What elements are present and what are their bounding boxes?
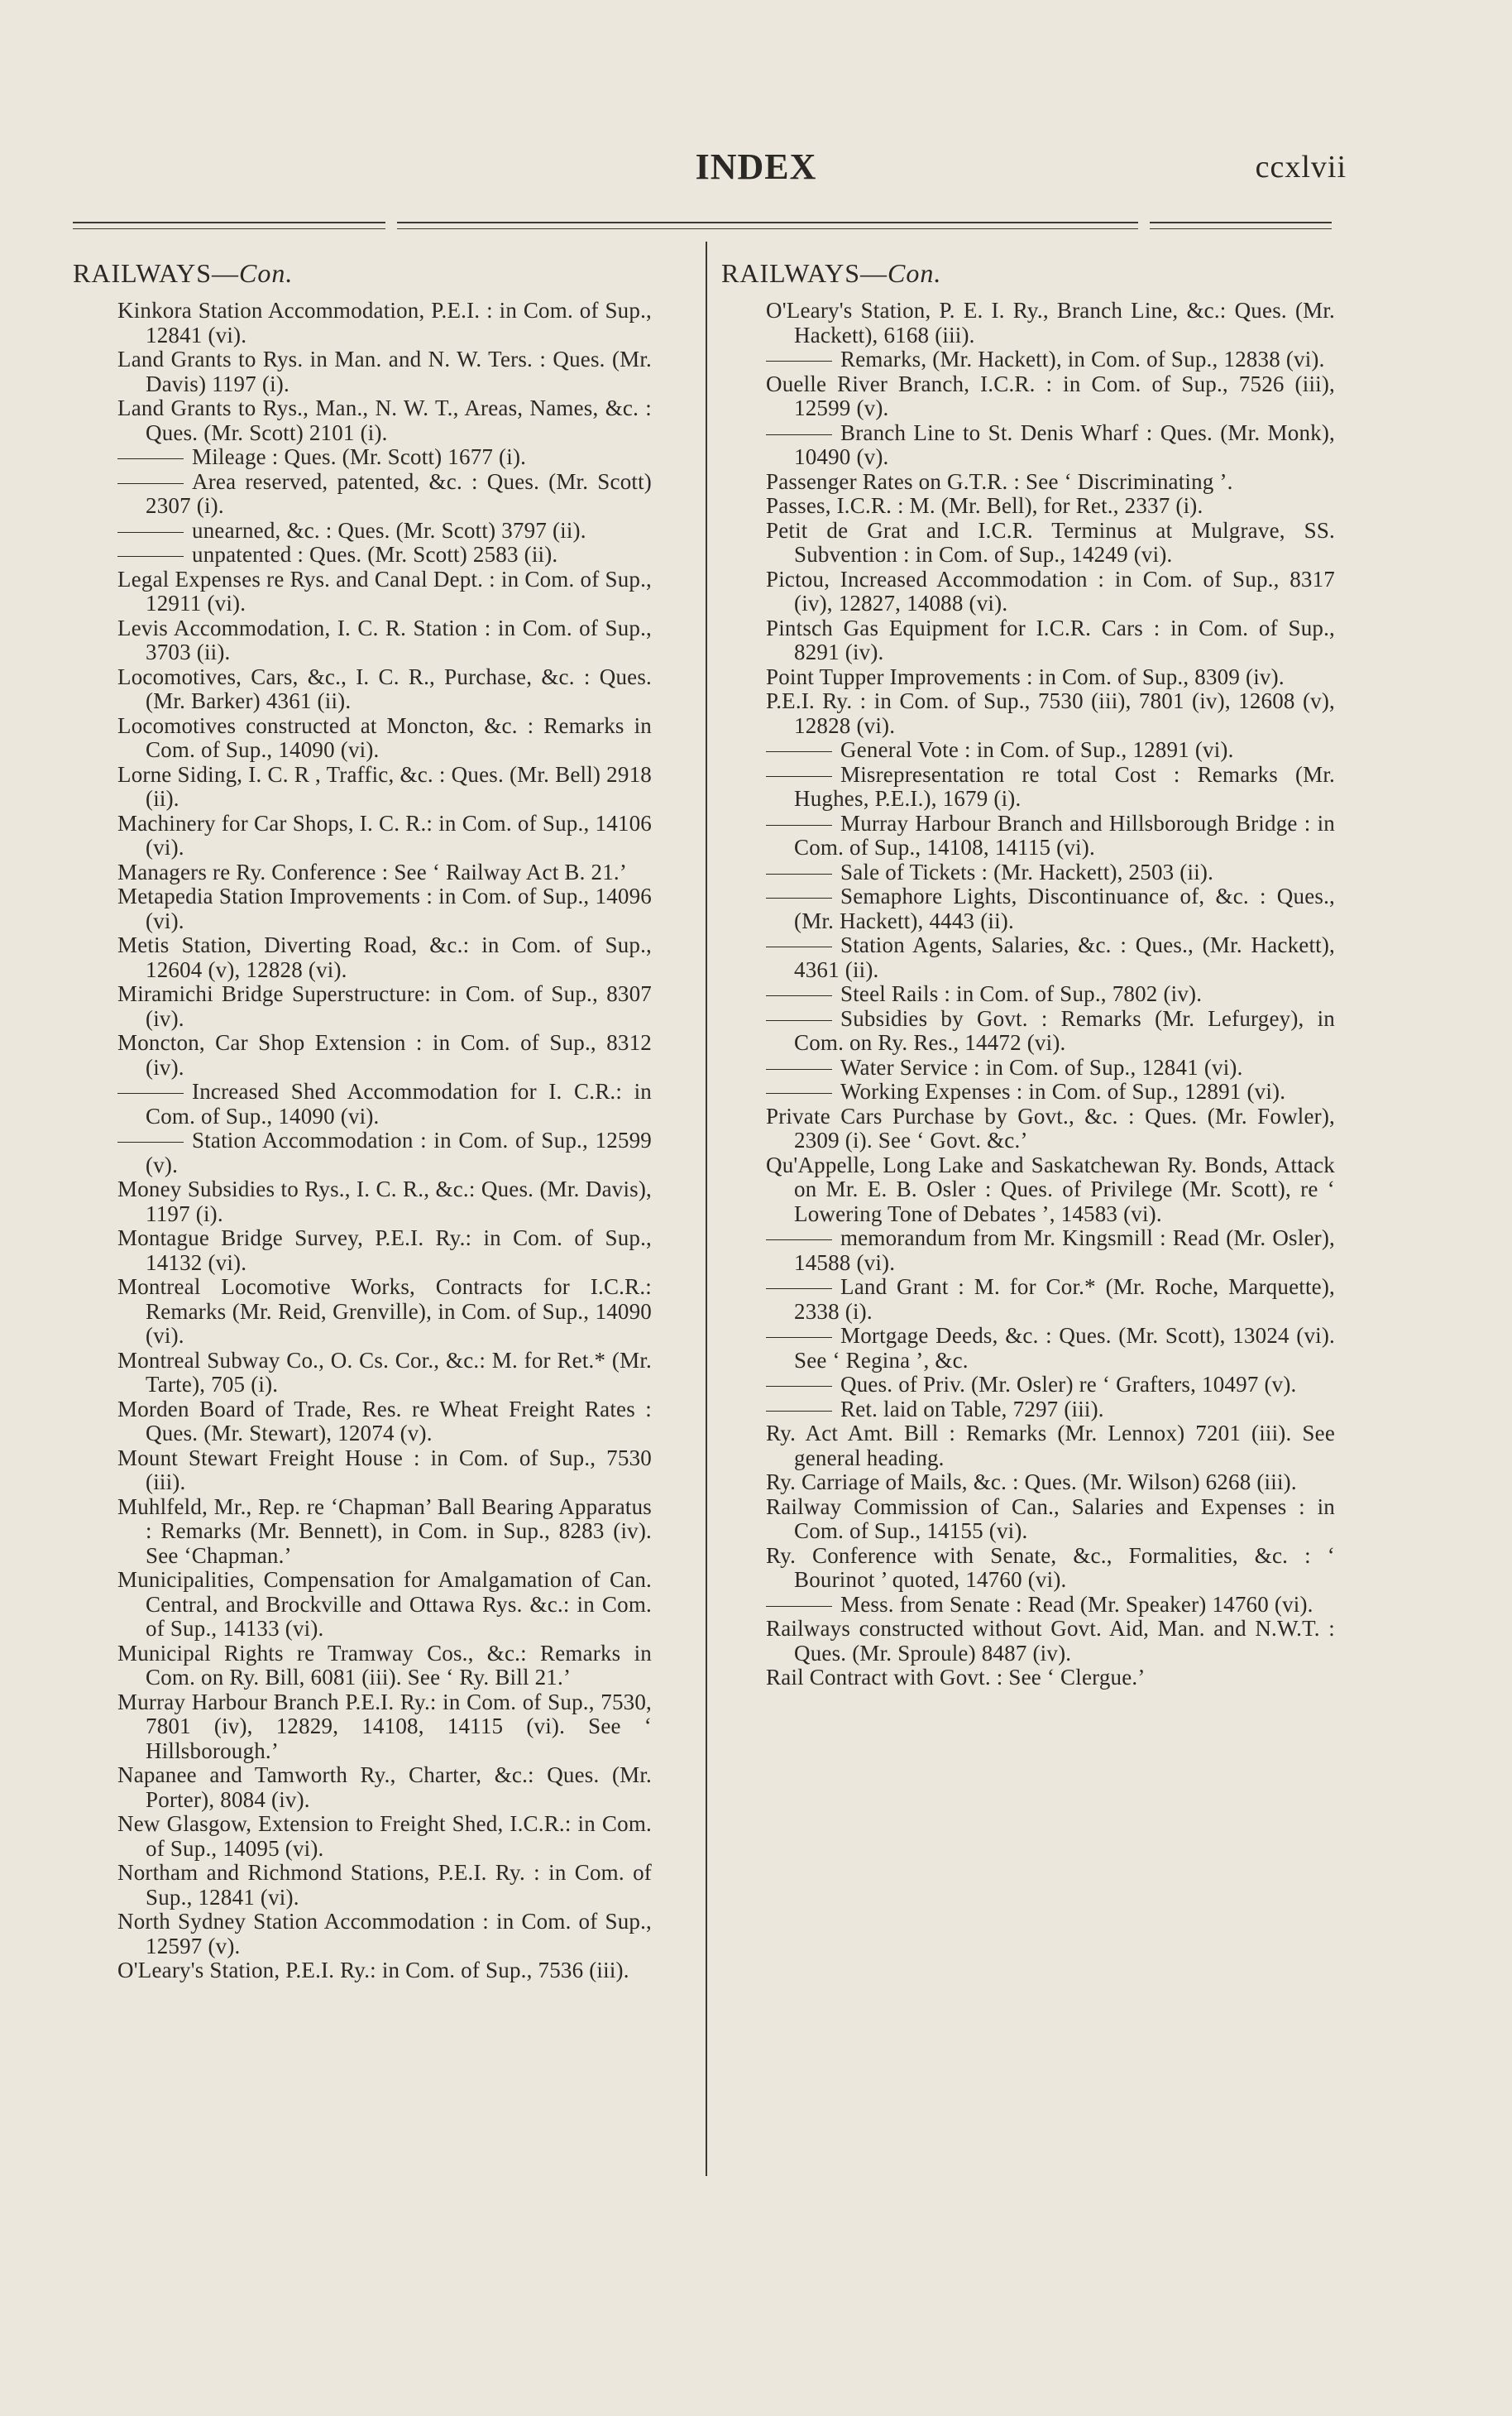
index-entry: [766, 1544, 1335, 1593]
index-entry: [766, 1666, 1335, 1690]
entry-text: Montreal Subway Co., O. Cs. Cor., &c.: M. for Ret.* (Mr. Tarte), 705 (i).: [117, 1347, 652, 1397]
page-title: INDEX: [695, 146, 817, 187]
entry-text: Montague Bridge Survey, P.E.I. Ry.: in Com. of Sup., 14132 (vi).: [117, 1225, 652, 1275]
index-entry: [117, 568, 652, 616]
index-entries: [721, 299, 1335, 1690]
entry-text: Municipalities, Compensation for Amalgamation of Can. Central, and Brockville and Ottawa Rys. &c.: in Com. of Sup., 14133 (vi).: [117, 1567, 652, 1641]
header-rule: [1150, 222, 1332, 223]
index-entry: [117, 1763, 652, 1812]
index-entry: [117, 616, 652, 665]
right-column: [721, 258, 1335, 1690]
index-entry: [117, 1226, 652, 1275]
index-entry: [117, 1812, 652, 1861]
heading-continued: Con.: [239, 258, 294, 288]
ditto-dash: [766, 995, 832, 996]
entry-text: Passenger Rates on G.T.R. : See ‘ Discriminating ’.: [766, 468, 1233, 494]
entry-text: Metis Station, Diverting Road, &c.: in Com. of Sup., 12604 (v), 12828 (vi).: [117, 932, 652, 982]
entry-text: Metapedia Station Improvements : in Com. of Sup., 14096 (vi).: [117, 884, 652, 933]
ditto-dash: [766, 1069, 832, 1070]
index-entry: [117, 714, 652, 763]
ditto-dash: [766, 1093, 832, 1094]
entry-text: Private Cars Purchase by Govt., &c. : Ques. (Mr. Fowler), 2309 (i). See ‘ Govt. &c.’: [766, 1103, 1335, 1153]
entry-text: Branch Line to St. Denis Wharf : Ques. (Mr. Monk), 10490 (v).: [794, 419, 1335, 469]
index-subentry: [766, 1080, 1335, 1105]
entry-text: Petit de Grat and I.C.R. Terminus at Mulgrave, SS. Subvention : in Com. of Sup., 14249 (vi).: [766, 517, 1335, 567]
entry-text: Northam and Richmond Stations, P.E.I. Ry. : in Com. of Sup., 12841 (vi).: [117, 1860, 652, 1910]
ditto-dash: [766, 434, 832, 435]
ditto-dash: [766, 776, 832, 777]
entry-text: Sale of Tickets : (Mr. Hackett), 2503 (ii).: [840, 859, 1214, 884]
index-subentry: [117, 470, 652, 519]
index-entry: [766, 616, 1335, 665]
index-entry: [117, 982, 652, 1031]
entry-text: Ry. Carriage of Mails, &c. : Ques. (Mr. Wilson) 6268 (iii).: [766, 1469, 1297, 1494]
heading-continued: Con.: [888, 258, 942, 288]
index-subentry: [766, 421, 1335, 470]
index-entry: [766, 689, 1335, 738]
index-subentry: [766, 738, 1335, 763]
entry-text: Lorne Siding, I. C. R , Traffic, &c. : Ques. (Mr. Bell) 2918 (ii).: [117, 761, 652, 811]
column-heading: [73, 258, 652, 289]
entry-text: Ouelle River Branch, I.C.R. : in Com. of Sup., 7526 (iii), 12599 (v).: [766, 371, 1335, 420]
index-entry: [766, 1617, 1335, 1666]
index-entry: [117, 1177, 652, 1226]
ditto-dash: [766, 1411, 832, 1412]
ditto-dash: [766, 898, 832, 899]
index-entry: [766, 299, 1335, 348]
index-entry: [117, 1397, 652, 1446]
index-subentry: [117, 1129, 652, 1177]
index-entry: [117, 1642, 652, 1690]
index-entry: [117, 1958, 652, 1983]
index-subentry: [117, 543, 652, 568]
index-entry: [766, 568, 1335, 616]
index-entry: [766, 665, 1335, 690]
header-rule: [397, 222, 1138, 223]
index-entry: [117, 933, 652, 982]
index-entry: [117, 812, 652, 860]
entry-text: Station Accommodation : in Com. of Sup., 12599 (v).: [146, 1128, 652, 1177]
entry-text: Semaphore Lights, Discontinuance of, &c. : Ques., (Mr. Hackett), 4443 (ii).: [794, 884, 1335, 933]
entry-text: Morden Board of Trade, Res. re Wheat Freight Rates : Ques. (Mr. Stewart), 12074 (v).: [117, 1396, 652, 1445]
entry-text: Miramichi Bridge Superstructure: in Com. of Sup., 8307 (iv).: [117, 981, 652, 1031]
entry-text: Managers re Ry. Conference : See ‘ Railway Act B. 21.’: [117, 859, 628, 884]
header-rule: [397, 228, 1138, 229]
ditto-dash: [117, 458, 184, 459]
entry-text: unearned, &c. : Ques. (Mr. Scott) 3797 (ii).: [192, 517, 586, 543]
entry-text: Legal Expenses re Rys. and Canal Dept. : in Com. of Sup., 12911 (vi).: [117, 566, 652, 616]
entry-text: Area reserved, patented, &c. : Ques. (Mr. Scott) 2307 (i).: [146, 468, 652, 518]
index-entry: [766, 494, 1335, 519]
entry-text: New Glasgow, Extension to Freight Shed, I.C.R.: in Com. of Sup., 14095 (vi).: [117, 1811, 652, 1861]
index-entry: [117, 1495, 652, 1569]
index-entry: [117, 763, 652, 812]
index-entry: [117, 860, 652, 885]
ditto-dash: [766, 751, 832, 752]
entry-text: Subsidies by Govt. : Remarks (Mr. Lefurgey), in Com. on Ry. Res., 14472 (vi).: [794, 1005, 1335, 1055]
header-rule: [73, 228, 385, 229]
index-entry: [117, 299, 652, 348]
index-entry: [117, 1031, 652, 1080]
entry-text: Mess. from Senate : Read (Mr. Speaker) 14760 (vi).: [840, 1591, 1313, 1617]
entry-text: General Vote : in Com. of Sup., 12891 (vi).: [840, 737, 1234, 762]
ditto-dash: [766, 874, 832, 875]
index-entries: [73, 299, 652, 1983]
entry-text: Locomotives constructed at Moncton, &c. : Remarks in Com. of Sup., 14090 (vi).: [117, 712, 652, 762]
entry-text: Murray Harbour Branch P.E.I. Ry.: in Com. of Sup., 7530, 7801 (iv), 12829, 14108, 14115 (vi). See ‘ Hillsborough.’: [117, 1689, 652, 1763]
index-subentry: [117, 519, 652, 544]
entry-text: Station Agents, Salaries, &c. : Ques., (Mr. Hackett), 4361 (ii).: [794, 932, 1335, 982]
column-divider: [706, 242, 707, 2176]
ditto-dash: [766, 1606, 832, 1607]
entry-text: Working Expenses : in Com. of Sup., 12891 (vi).: [840, 1079, 1286, 1104]
index-subentry: [766, 1226, 1335, 1275]
index-entry: [766, 1421, 1335, 1470]
entry-text: Remarks, (Mr. Hackett), in Com. of Sup., 12838 (vi).: [840, 347, 1325, 372]
entry-text: P.E.I. Ry. : in Com. of Sup., 7530 (iii), 7801 (iv), 12608 (v), 12828 (vi).: [766, 688, 1335, 738]
index-subentry: [117, 445, 652, 470]
ditto-dash: [766, 361, 832, 362]
ditto-dash: [117, 1142, 184, 1143]
entry-text: Land Grants to Rys. in Man. and N. W. Ters. : Ques. (Mr. Davis) 1197 (i).: [117, 347, 652, 396]
entry-text: unpatented : Ques. (Mr. Scott) 2583 (ii).: [192, 542, 558, 567]
index-subentry: [766, 812, 1335, 860]
entry-text: O'Leary's Station, P.E.I. Ry.: in Com. of Sup., 7536 (iii).: [117, 1958, 629, 1982]
index-entry: [766, 1105, 1335, 1153]
index-subentry: [766, 1275, 1335, 1324]
entry-text: Ques. of Priv. (Mr. Osler) re ‘ Grafters, 10497 (v).: [840, 1372, 1297, 1397]
heading-text: RAILWAYS—: [73, 258, 240, 288]
index-subentry: [766, 1593, 1335, 1618]
index-entry: [117, 1568, 652, 1642]
heading-text: RAILWAYS—: [721, 258, 888, 288]
index-entry: [766, 1153, 1335, 1227]
index-subentry: [766, 1007, 1335, 1056]
index-entry: [117, 348, 652, 396]
column-heading: [721, 258, 1335, 289]
index-subentry: [766, 763, 1335, 812]
index-subentry: [766, 860, 1335, 885]
index-entry: [117, 396, 652, 445]
index-entry: [117, 1349, 652, 1397]
ditto-dash: [766, 825, 832, 826]
entry-text: Muhlfeld, Mr., Rep. re ‘Chapman’ Ball Bearing Apparatus : Remarks (Mr. Bennett), in Com. in Sup., 8283 (iv). See ‘Chapman.’: [117, 1493, 652, 1568]
entry-text: Kinkora Station Accommodation, P.E.I. : in Com. of Sup., 12841 (vi).: [117, 298, 652, 348]
ditto-dash: [766, 1020, 832, 1021]
ditto-dash: [766, 1239, 832, 1240]
entry-text: Montreal Locomotive Works, Contracts for I.C.R.: Remarks (Mr. Reid, Grenville), in Com. of Sup., 14090 (vi).: [117, 1274, 652, 1348]
entry-text: O'Leary's Station, P. E. I. Ry., Branch Line, &c.: Ques. (Mr. Hackett), 6168 (iii).: [766, 298, 1335, 348]
entry-text: Land Grants to Rys., Man., N. W. T., Areas, Names, &c. : Ques. (Mr. Scott) 2101 (i).: [117, 395, 652, 445]
entry-text: Water Service : in Com. of Sup., 12841 (vi).: [840, 1054, 1243, 1080]
entry-text: Money Subsidies to Rys., I. C. R., &c.: Ques. (Mr. Davis), 1197 (i).: [117, 1177, 652, 1226]
entry-text: Pintsch Gas Equipment for I.C.R. Cars : in Com. of Sup., 8291 (iv).: [766, 615, 1335, 664]
entry-text: Ry. Conference with Senate, &c., Formalities, &c. : ‘ Bourinot ’ quoted, 14760 (vi).: [766, 1542, 1335, 1592]
entry-text: Machinery for Car Shops, I. C. R.: in Com. of Sup., 14106 (vi).: [117, 810, 652, 860]
index-subentry: [766, 1056, 1335, 1081]
index-entry: [117, 1275, 652, 1349]
ditto-dash: [117, 532, 184, 533]
entry-text: Ret. laid on Table, 7297 (iii).: [840, 1396, 1104, 1421]
entry-text: Rail Contract with Govt. : See ‘ Clergue.’: [766, 1665, 1146, 1690]
entry-text: Steel Rails : in Com. of Sup., 7802 (iv).: [840, 981, 1203, 1006]
ditto-dash: [766, 1288, 832, 1289]
entry-text: Land Grant : M. for Cor.* (Mr. Roche, Marquette), 2338 (i).: [794, 1274, 1335, 1324]
index-entry: [766, 470, 1335, 495]
index-entry: [117, 884, 652, 933]
index-entry: [117, 1690, 652, 1764]
ditto-dash: [117, 1093, 184, 1094]
entry-text: Point Tupper Improvements : in Com. of Sup., 8309 (iv).: [766, 664, 1285, 689]
entry-text: Locomotives, Cars, &c., I. C. R., Purchase, &c. : Ques. (Mr. Barker) 4361 (ii).: [117, 664, 652, 713]
entry-text: Municipal Rights re Tramway Cos., &c.: Remarks in Com. on Ry. Bill, 6081 (iii). See ‘ Ry. Bill 21.’: [117, 1640, 652, 1690]
index-subentry: [766, 1324, 1335, 1373]
index-entry: [117, 1910, 652, 1958]
index-entry: [766, 1470, 1335, 1495]
header-rule: [73, 222, 385, 223]
entry-text: Mileage : Ques. (Mr. Scott) 1677 (i).: [192, 444, 527, 469]
entry-text: Moncton, Car Shop Extension : in Com. of Sup., 8312 (iv).: [117, 1030, 652, 1080]
left-column: [73, 258, 652, 1983]
entry-text: Napanee and Tamworth Ry., Charter, &c.: Ques. (Mr. Porter), 8084 (iv).: [117, 1762, 652, 1812]
entry-text: Mount Stewart Freight House : in Com. of Sup., 7530 (iii).: [117, 1445, 652, 1494]
entry-text: Mortgage Deeds, &c. : Ques. (Mr. Scott), 13024 (vi). See ‘ Regina ’, &c.: [794, 1323, 1335, 1373]
ditto-dash: [117, 556, 184, 557]
index-subentry: [766, 1397, 1335, 1422]
entry-text: Levis Accommodation, I. C. R. Station : in Com. of Sup., 3703 (ii).: [117, 615, 652, 664]
index-entry: [117, 1861, 652, 1910]
entry-text: Railway Commission of Can., Salaries and Expenses : in Com. of Sup., 14155 (vi).: [766, 1493, 1335, 1543]
index-entry: [117, 1446, 652, 1495]
entry-text: Increased Shed Accommodation for I. C.R.: in Com. of Sup., 14090 (vi).: [146, 1079, 652, 1129]
index-subentry: [117, 1080, 652, 1129]
entry-text: Ry. Act Amt. Bill : Remarks (Mr. Lennox) 7201 (iii). See general heading.: [766, 1421, 1335, 1470]
entry-text: Railways constructed without Govt. Aid, Man. and N.W.T. : Ques. (Mr. Sproule) 8487 (iv).: [766, 1616, 1335, 1666]
entry-text: Pictou, Increased Accommodation : in Com. of Sup., 8317 (iv), 12827, 14088 (vi).: [766, 566, 1335, 616]
entry-text: Qu'Appelle, Long Lake and Saskatchewan Ry. Bonds, Attack on Mr. E. B. Osler : Ques. of Privilege (Mr. Scott), re ‘ Lowering Tone of Debates ’, 14583 (vi).: [766, 1152, 1335, 1226]
index-subentry: [766, 348, 1335, 372]
index-subentry: [766, 933, 1335, 982]
entry-text: North Sydney Station Accommodation : in Com. of Sup., 12597 (v).: [117, 1909, 652, 1958]
entry-text: Passes, I.C.R. : M. (Mr. Bell), for Ret., 2337 (i).: [766, 493, 1203, 518]
index-entry: [117, 665, 652, 714]
index-subentry: [766, 884, 1335, 933]
index-entry: [766, 1495, 1335, 1544]
ditto-dash: [766, 1386, 832, 1387]
index-entry: [766, 519, 1335, 568]
entry-text: memorandum from Mr. Kingsmill : Read (Mr. Osler), 14588 (vi).: [794, 1225, 1335, 1275]
ditto-dash: [766, 1337, 832, 1338]
ditto-dash: [117, 483, 184, 484]
header-rule: [1150, 228, 1332, 229]
index-subentry: [766, 1373, 1335, 1397]
index-subentry: [766, 982, 1335, 1007]
page-number: ccxlvii: [1255, 150, 1347, 185]
index-entry: [766, 372, 1335, 421]
entry-text: Misrepresentation re total Cost : Remarks (Mr. Hughes, P.E.I.), 1679 (i).: [794, 761, 1335, 811]
entry-text: Murray Harbour Branch and Hillsborough Bridge : in Com. of Sup., 14108, 14115 (vi).: [794, 810, 1335, 860]
